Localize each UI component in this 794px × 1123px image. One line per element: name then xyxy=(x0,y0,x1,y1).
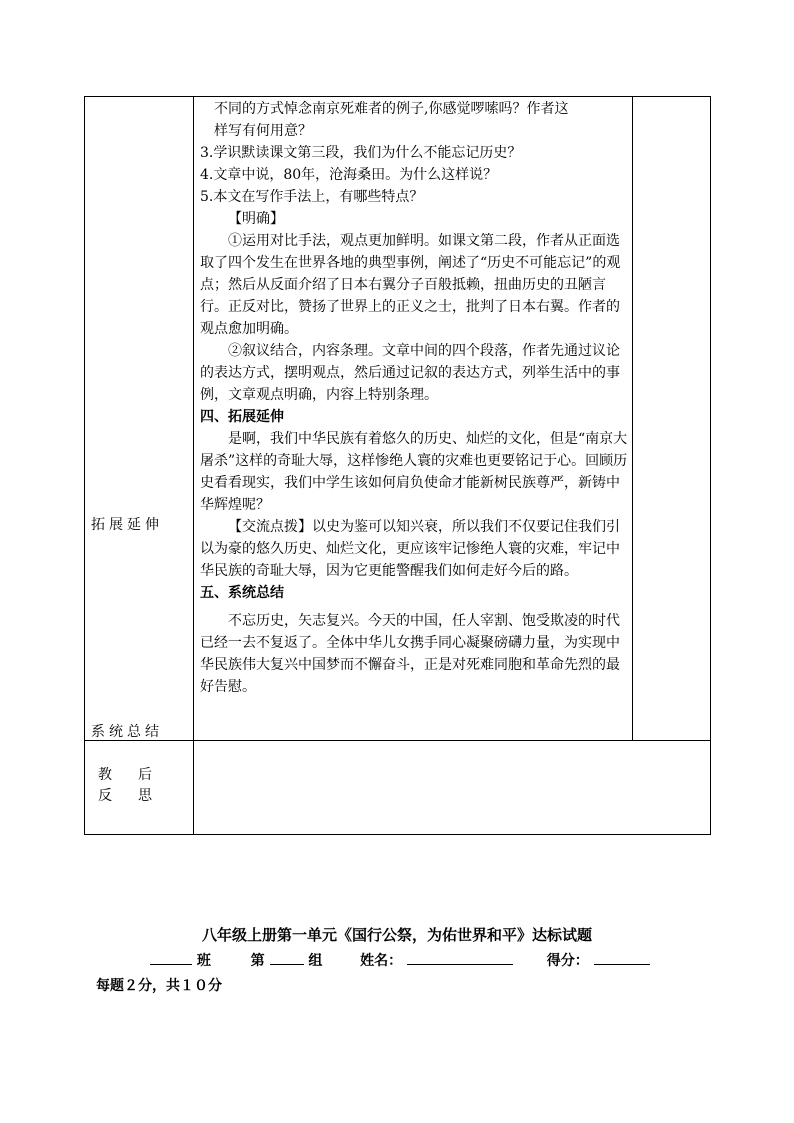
group-label: 组 xyxy=(308,953,323,969)
label-fansi: 反 思 xyxy=(98,788,158,804)
score-blank[interactable] xyxy=(594,950,650,965)
group-blank[interactable] xyxy=(270,950,304,965)
content-paragraph: 不忘历史，矢志复兴。今天的中国，任人宰割、饱受欺凌的时代已经一去不复返了。全体中华儿女携手同心凝聚磅礴力量，为实现中华民族伟大复兴中国梦而不懈奋斗，正是对死难同胞和革命先烈的最好告慰。 xyxy=(200,613,620,695)
class-label: 班 xyxy=(196,953,211,969)
row-divider xyxy=(84,740,711,741)
content-paragraph: ①运用对比手法，观点更加鲜明。如课文第二段，作者从正面选取了四个发生在世界各地的典型事例，阐述了“历史不可能忘记”的观点；然后从反面介绍了日本右翼分子百般抵赖，扭曲历史的丑陋言行。正反对比，赞扬了世界上的正义之士，批判了日本右翼。作者的观点愈加明确。 xyxy=(200,233,621,337)
class-blank[interactable] xyxy=(150,950,192,965)
content-paragraph: 【交流点拨】以史为鉴可以知兴衰，所以我们不仅要记住我们引以为豪的悠久历史、灿烂文化，更应该牢记惨绝人寰的灾难，牢记中华民族的奇耻大辱，因为它更能警醒我们如何走好今后的路。 xyxy=(200,519,620,579)
scoring-note: 每题２分，共１０分 xyxy=(96,978,222,994)
group-prefix: 第 xyxy=(250,953,265,969)
name-blank[interactable] xyxy=(407,950,513,965)
content-line: 4.文章中说，80年，沧海桑田。为什么这样说？ xyxy=(200,167,498,183)
label-tuozhan: 拓展延伸 xyxy=(91,517,163,533)
content-line: 3.学识默读课文第三段，我们为什么不能忘记历史？ xyxy=(200,145,522,161)
section-heading: 四、拓展延伸 xyxy=(200,409,284,425)
content-paragraph: 是啊，我们中华民族有着悠久的历史、灿烂的文化，但是“南京大屠杀”这样的奇耻大辱，这样惨绝人寰的灾难也更要铭记于心。回顾历史看看现实，我们中学生该如何肩负使命才能新树民族尊严，新铸中华辉煌呢？ xyxy=(200,431,628,513)
content-line: 样写有何用意？ xyxy=(214,123,312,139)
lesson-content xyxy=(200,98,630,698)
test-title: 八年级上册第一单元《国行公祭，为佑世界和平》达标试题 xyxy=(201,926,592,944)
test-info-line xyxy=(150,950,650,970)
content-paragraph: ②叙议结合，内容条理。文章中间的四个段落，作者先通过议论的表达方式，摆明观点，然后通过记叙的表达方式，列举生活中的事例，文章观点明确，内容上特别条理。 xyxy=(200,343,620,403)
content-line: 【明确】 xyxy=(228,211,284,227)
col-divider-right xyxy=(632,96,633,740)
score-label: 得分： xyxy=(546,953,589,969)
label-xitong: 系统总结 xyxy=(91,724,163,740)
content-line: 不同的方式悼念南京死难者的例子,你感觉啰嗦吗？作者这 xyxy=(214,101,569,117)
section-heading: 五、系统总结 xyxy=(200,585,284,601)
name-label: 姓名： xyxy=(360,953,403,969)
col-divider-left xyxy=(193,96,194,835)
label-jiaohou: 教 后 xyxy=(98,767,158,783)
content-line: 5.本文在写作手法上，有哪些特点？ xyxy=(200,189,424,205)
